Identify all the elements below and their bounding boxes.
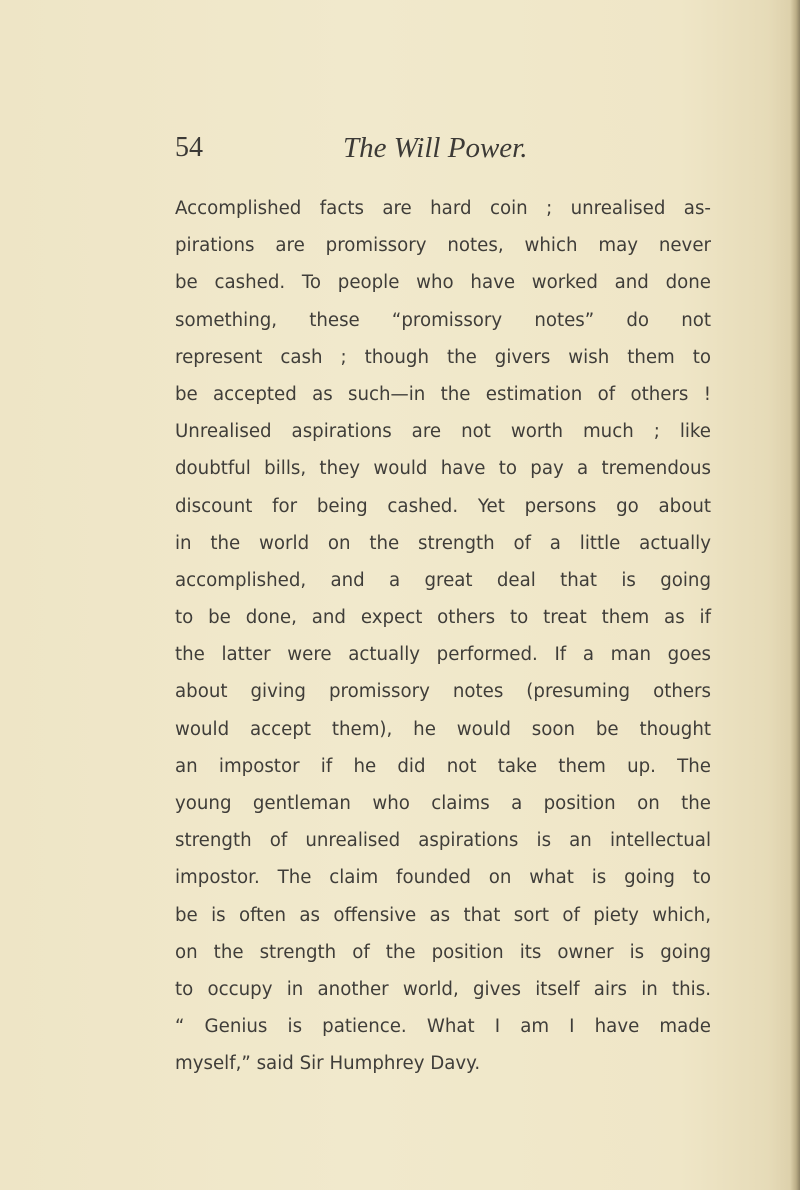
- text-line: on the strength of the position its owner is going: [175, 941, 711, 963]
- running-title: The Will Power.: [343, 132, 528, 164]
- text-line: young gentleman who claims a position on the: [175, 793, 711, 814]
- text-line: “ Genius is patience. What I am I have made: [175, 1016, 711, 1038]
- text-line: Unrealised aspirations are not worth much ; like: [175, 421, 711, 443]
- text-line: the latter were actually performed. If a man goes: [175, 644, 711, 666]
- text-line: impostor. The claim founded on what is going to: [175, 867, 711, 889]
- body-paragraphs: [175, 190, 711, 1083]
- running-header: [175, 128, 710, 168]
- text-line: doubtful bills, they would have to pay a tremendous: [175, 458, 711, 480]
- text-line: be cashed. To people who have worked and done: [175, 272, 711, 294]
- text-line: accomplished, and a great deal that is going: [175, 569, 711, 591]
- text-line: Accomplished facts are hard coin ; unrealised as-: [175, 198, 711, 219]
- text-line: to occupy in another world, gives itself airs in this.: [175, 978, 711, 1000]
- text-line: an impostor if he did not take them up. The: [175, 755, 711, 777]
- text-line: in the world on the strength of a little actually: [175, 532, 711, 554]
- text-line: represent cash ; though the givers wish them to: [175, 346, 711, 368]
- text-line: pirations are promissory notes, which may never: [175, 235, 711, 257]
- text-line: be accepted as such—in the estimation of others !: [175, 383, 711, 405]
- text-line: be is often as offensive as that sort of piety which,: [175, 904, 711, 926]
- text-line: something, these “promissory notes” do not: [175, 309, 711, 331]
- page-edge-shadow: [790, 0, 800, 1190]
- text-line: discount for being cashed. Yet persons go about: [175, 495, 711, 517]
- page-number: 54: [175, 132, 203, 163]
- text-line: to be done, and expect others to treat them as if: [175, 607, 711, 629]
- text-line: myself,” said Sir Humphrey Davy.: [175, 1053, 481, 1075]
- text-line: about giving promissory notes (presuming others: [175, 681, 711, 703]
- text-line: strength of unrealised aspirations is an intellectual: [175, 830, 711, 852]
- text-line: would accept them), he would soon be thought: [175, 718, 711, 740]
